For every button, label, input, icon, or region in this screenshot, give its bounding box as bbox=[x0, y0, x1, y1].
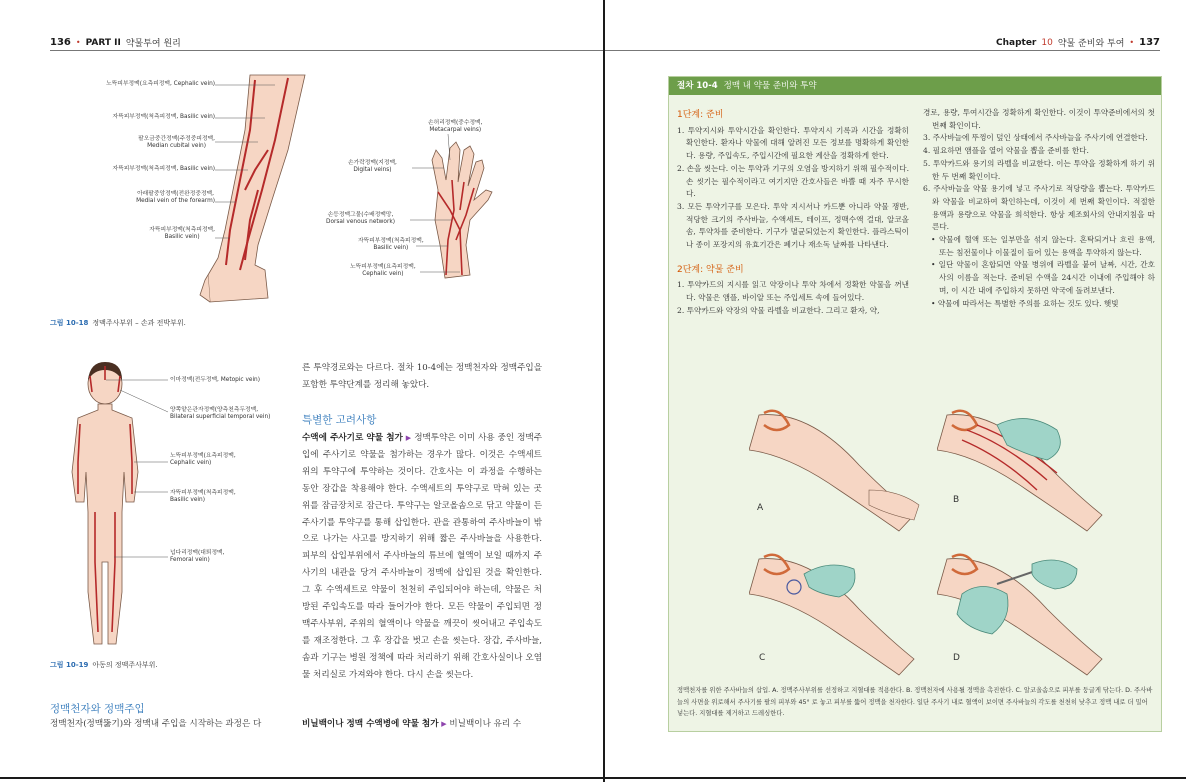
panel-a-label: A bbox=[757, 503, 764, 513]
panel-b-label: B bbox=[953, 495, 960, 505]
fig1-label-basilic-3: 자뜩피부정맥(척측피정맥, Basilic vein) bbox=[149, 227, 215, 241]
step1-item: 1. 투약지시와 투약시간을 확인한다. 투약지시 기록과 시간을 정확히 확인한다. 환자나 약물에 대해 알려진 모든 정보를 명확하게 확인한다. 용량, 주입속도, 주입시간에 필요한 계산을 정확하게 한다. bbox=[677, 125, 909, 161]
step2-item: 4. 필요하면 앰플을 열어 약물을 뽑을 준비를 한다. bbox=[923, 146, 1089, 156]
run-in-heading: 비닐백이나 정맥 수액병에 약물 첨가 bbox=[302, 719, 439, 729]
panel-c-illustration bbox=[749, 539, 929, 679]
paragraph-text: 비닐백이나 유리 수 bbox=[449, 719, 522, 729]
fig1-label-basilic: 자뜩피부정맥(척측피정맥, Basilic vein) bbox=[112, 114, 215, 120]
panel-b-illustration bbox=[937, 395, 1117, 535]
fig2-label-temporal: 양쪽얕은관자정맥(양측천측두정맥, Bilateral superficial temporal vein) bbox=[170, 407, 271, 421]
intro-paragraph: 른 투약경로와는 다르다. 절차 10-4에는 정맥천자와 정맥주입을 포함한 투약단계를 정리해 놓았다. bbox=[302, 363, 542, 390]
procedure-title: 정맥 내 약물 준비와 투약 bbox=[723, 81, 817, 91]
part-title: 약물투여 원리 bbox=[125, 39, 181, 49]
venipuncture-heading: 정맥천자와 정맥주입 bbox=[50, 703, 145, 715]
figure-10-18-caption bbox=[50, 318, 186, 328]
step2-item: 2. 투약카드와 약장의 약물 라벨을 비교한다. 그리고 환자, 약, bbox=[677, 305, 880, 315]
triangle-icon: ▶ bbox=[405, 434, 412, 442]
procedure-right-column bbox=[923, 107, 1155, 310]
step2-item: 1. 투약카드의 지시를 읽고 약장이나 투약 차에서 정확한 약물을 꺼낸다. 약물은 앰플, 바이알 또는 주입세트 속에 들어있다. bbox=[677, 280, 909, 303]
right-running-header: Chapter 10 약물 준비와 투여 • 137 bbox=[995, 37, 1160, 49]
bullet-item: • 약물에 혈액 또는 일부만을 섞지 않는다. 혼탁되거나 흐린 용액, 또는 침전물이나 이물질이 들어 있는 용액을 투약하지 않는다. bbox=[931, 235, 1155, 257]
run-in-heading: 수액에 주사기로 약물 첨가 bbox=[302, 433, 403, 443]
fig1-label-median-forearm: 아래팔중앙정맥(전완정중정맥, Medial vein of the forearm) bbox=[136, 191, 215, 205]
step1-heading: 1단계: 준비 bbox=[677, 110, 724, 120]
bullet-item: • 일단 약물이 혼합되면 약물 병위에 라벨을 붙여 날짜, 시간, 간호사의 이름을 적는다. 준비된 수액을 24시간 이내에 주입해야 하며, 이 시간 내에 주입하지 못하면 약국에 돌려보낸다. bbox=[931, 260, 1155, 295]
chapter-title: 약물 준비와 투여 bbox=[1057, 39, 1125, 49]
left-page-number: 136 bbox=[50, 37, 71, 48]
step2-continued: 경로, 용량, 투여시간을 정확하게 확인한다. 이것이 투약준비에서의 첫 번째 확인이다. bbox=[923, 108, 1155, 130]
special-considerations-heading: 특별한 고려사항 bbox=[302, 414, 377, 426]
procedure-left-column bbox=[677, 107, 909, 318]
arm-hand-vein-illustration bbox=[50, 70, 550, 310]
paragraph-text: 정맥투약은 이미 사용 중인 정맥주입에 주사기로 약물을 첨가하는 경우가 많다. 이것은 수액세트 위의 투약구에 투약하는 것이다. 간호사는 이 과정을 수행하는 동안 장갑을 착용해야 한다. 수액세트의 투약구로 막혀 있는 곳 위를 잠금장치로 잠근다. 투약구는 알코올솜으로 닦고 약물이 든 주사기를 투약구를 통해 삽입한다. 관을 관통하여 주사바늘이 밖으로 나가는 사고를 방지하기 위해 짧은 주사바늘을 사용한다. 피부의 삽입부위에서 주사바늘의 튜브에 혈액이 보일 때까지 주사기의 내관을 당겨 주사바늘이 정맥에 삽입된 것을 확인한다. 그 후 수액세트로 약물이 천천히 주입되어야 하는데, 약물은 처방된 주입속도를 따라 들어가야 한다. 모든 약물이 주입되면 정맥주사부위, 주위의 혈액이나 약물을 깨끗이 씻어내고 주입속도를 재조정한다. 그 후 장갑을 벗고 손을 씻는다. 장갑, 주사바늘, 솜과 기구는 병원 정책에 따라 처리하기 위해 간호사실이나 오염물 처리실로 가져와야 한다. 다시 손을 씻는다. bbox=[302, 433, 542, 680]
bullet-item: • 약물에 따라서는 특별한 주의를 요하는 것도 있다. 햇빛 bbox=[931, 298, 1119, 308]
fig1-label-median-cubital: 팔오금중간정맥(주정중피정맥, Median cubital vein) bbox=[138, 136, 215, 150]
bottom-paragraph bbox=[302, 716, 542, 733]
fig1-label-cephalic-hand: 노뜩피부정맥(요측피정맥, Cephalic vein) bbox=[350, 264, 416, 278]
fig1-label-cephalic: 노뜩피부정맥(요측피정맥, Cephalic vein) bbox=[106, 81, 215, 87]
fig1-label-digital: 손가락정맥(지정맥, Digital veins) bbox=[348, 160, 397, 174]
figure-number: 그림 10-19 bbox=[50, 661, 89, 669]
fig1-label-metacarpal: 손허리정맥(중수정맥, Metacarpal veins) bbox=[428, 120, 483, 134]
left-running-header: 136 • PART II 약물투여 원리 bbox=[50, 37, 181, 49]
fig1-label-dorsal-network: 손등정맥그물(수배정맥망, Dorsal venous network) bbox=[326, 212, 395, 226]
chapter-number: 10 bbox=[1041, 37, 1053, 48]
panel-d-label: D bbox=[953, 653, 960, 663]
caption-text: 아동의 정맥주사부위. bbox=[92, 661, 158, 669]
step2-item: 3. 주사바늘에 뚜껑이 덮인 상태에서 주사바늘을 주사기에 연결한다. bbox=[923, 133, 1148, 143]
right-page bbox=[605, 0, 1186, 782]
figure-10-18 bbox=[50, 70, 550, 310]
fig2-label-femoral: 넙다리정맥(대퇴정맥, Femoral vein) bbox=[170, 550, 225, 564]
fig1-label-basilic-2: 자뜩피부정맥(척측피정맥, Basilic vein) bbox=[112, 166, 215, 172]
procedure-figure-caption: 정맥천자를 위한 주사바늘의 삽입. A. 정맥주사부위를 선정하고 지혈대를 적용한다. B. 정맥천자에 사용될 정맥을 촉진한다. C. 알코올솜으로 피부를 둥글게 닦는다. D. 주사바늘의 사면을 위로해서 주사기를 팔의 피부와 45° 로 놓고 피부를 뚫어 정맥을 천자한다. 일단 주사기 내로 혈액이 보이면 주사바늘의 각도를 천천히 낮추고 정맥 내로 더 밀어 넣는다. 지혈대를 제거하고 드레싱한다. bbox=[677, 687, 1153, 717]
fig2-label-basilic: 자뜩피부정맥(척측피정맥, Basilic vein) bbox=[170, 490, 236, 504]
procedure-box bbox=[668, 76, 1162, 732]
part-label: PART II bbox=[85, 37, 121, 48]
step1-item: 2. 손을 씻는다. 이는 투약과 기구의 오염을 방지하기 위해 필수적이다. 손 씻기는 필수적이라고 여기지만 간호사들은 바쁠 때 자주 무시한다. bbox=[677, 163, 909, 199]
step2-item: 5. 투약카드와 용기의 라벨을 비교한다. 이는 투약을 정확하게 하기 위한 두 번째 확인이다. bbox=[923, 158, 1155, 181]
child-vein-illustration bbox=[50, 362, 290, 654]
right-header-rule bbox=[605, 50, 1160, 51]
procedure-number: 절차 10-4 bbox=[677, 81, 718, 91]
right-page-number: 137 bbox=[1139, 37, 1160, 48]
figure-number: 그림 10-18 bbox=[50, 319, 89, 327]
step1-item: 3. 모든 투약기구를 모은다. 투약 지시서나 카드뿐 아니라 약물 쟁반, 적당한 크기의 주사바늘, 수액세트, 테이프, 정맥수액 걸대, 알코올솜, 투약차를 준비한다. 기구가 멸균되었는지 확인한다. 플라스틱이나 종이 포장지의 유효기간은 폐기나 재소독 날짜를 나타낸다. bbox=[677, 201, 909, 250]
step2-heading: 2단계: 약물 준비 bbox=[677, 264, 744, 275]
panel-a-illustration bbox=[749, 395, 929, 535]
fig2-label-cephalic: 노뜩피부정맥(요측피정맥, Cephalic vein) bbox=[170, 453, 236, 467]
panel-d-illustration bbox=[937, 539, 1117, 679]
triangle-icon: ▶ bbox=[441, 720, 447, 728]
special-considerations-paragraph bbox=[302, 430, 542, 700]
left-header-rule bbox=[50, 50, 603, 51]
step2-item: 6. 주사바늘을 약물 용기에 넣고 주사기로 적당량을 뽑는다. 투약카드와 약물을 비교하여 확인하는데, 이것이 세 번째 확인이다. 적절한 용액과 용량으로 약물을 희석한다. 항상 제조회사의 안내지침을 따른다. bbox=[923, 184, 1155, 232]
venipuncture-text: 정맥천자(정맥뚫기)와 정맥내 주입을 시작하는 과정은 다 bbox=[50, 719, 262, 729]
figure-10-19 bbox=[50, 362, 290, 654]
chapter-label: Chapter bbox=[995, 37, 1037, 48]
fig1-label-basilic-hand: 자뜩피부정맥(척측피정맥, Basilic vein) bbox=[358, 238, 424, 252]
fig2-label-metopic: 이마정맥(전두정맥, Metopic vein) bbox=[170, 377, 260, 383]
procedure-box-header bbox=[669, 77, 1161, 95]
figure-10-19-caption bbox=[50, 660, 158, 670]
panel-c-label: C bbox=[759, 653, 766, 663]
caption-text: 정맥주사부위 – 손과 전박부위. bbox=[92, 319, 186, 327]
